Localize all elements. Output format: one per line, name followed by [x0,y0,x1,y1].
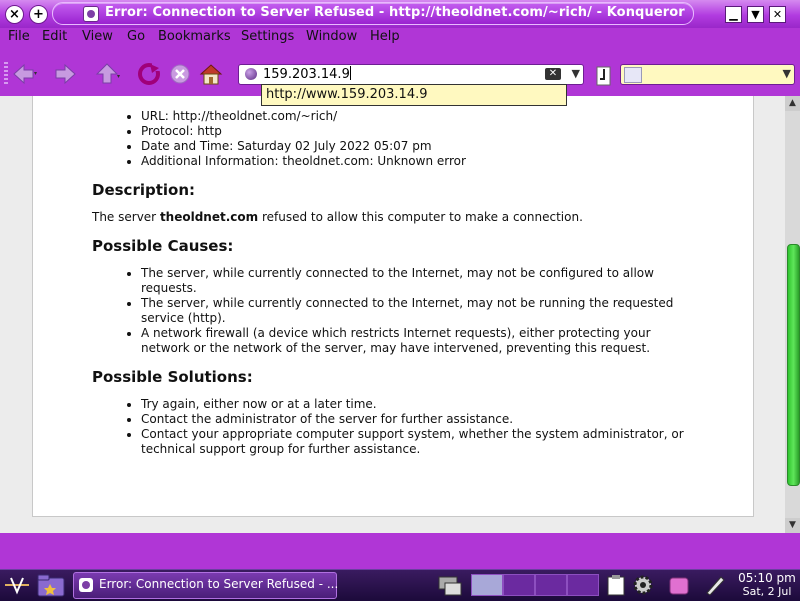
solutions-list [121,397,701,457]
menu-file[interactable]: File [8,29,30,44]
url-input[interactable] [263,66,351,82]
taskbar [0,569,800,601]
maximize-button[interactable]: ▼ [747,6,764,23]
menu-help[interactable]: Help [370,29,400,44]
up-icon[interactable] [95,62,121,86]
scrollbar-thumb[interactable] [787,244,800,486]
details-list [121,109,701,169]
search-bar[interactable] [620,64,795,85]
clock[interactable] [736,571,798,598]
causes-heading: Possible Causes: [92,237,234,255]
content-area [0,96,800,533]
solutions-heading: Possible Solutions: [92,368,253,386]
search-engine-icon[interactable] [624,67,642,83]
pin-button[interactable]: + [29,5,48,24]
task-label: Error: Connection to Server Refused - ... [99,577,339,591]
solution-item: • Try again, either now or at a later time. [141,397,701,412]
menu-window[interactable]: Window [306,29,358,44]
server-name: theoldnet.com [159,210,259,224]
description-heading: Description: [92,181,196,199]
description-suffix: refused to allow this computer to make a connection. [258,210,583,224]
detail-protocol: • Protocol: http [141,124,701,139]
menu-edit[interactable]: Edit [42,29,68,44]
url-value: 159.203.14.9 [263,67,350,82]
error-page [32,96,754,517]
suggestion-text: http://www.159.203.14.9 [266,87,428,102]
toolbar-grip[interactable] [4,62,8,86]
back-icon[interactable] [11,62,37,86]
pager-desktop-1[interactable] [471,574,503,596]
konqueror-task-icon [79,578,93,592]
pencil-icon[interactable] [703,573,727,597]
clear-location-icon[interactable]: ✕ [545,68,561,80]
vertical-scrollbar[interactable] [785,96,800,533]
window-title: Error: Connection to Server Refused - http://theoldnet.com/~rich/ - Konqueror [105,5,685,20]
cause-item: • The server, while currently connected to the Internet, may not be running the requested service (http). [141,296,701,326]
location-bar[interactable] [238,64,584,85]
minimize-button[interactable]: ▁ [725,6,742,23]
gear-icon[interactable] [631,573,655,597]
solution-item: • Contact the administrator of the server for further assistance. [141,412,701,427]
text-cursor [350,66,351,80]
stop-icon[interactable] [167,62,193,86]
k-menu-icon[interactable] [3,574,31,596]
title-bar [0,0,800,28]
detail-datetime: • Date and Time: Saturday 02 July 2022 05:07 pm [141,139,701,154]
menu-bar [0,28,800,50]
status-bar [0,533,800,569]
reload-icon[interactable] [136,62,162,86]
pager-desktop-3[interactable] [535,574,567,596]
klipper-icon[interactable] [604,573,628,597]
title-pill [52,2,694,25]
search-dropdown[interactable]: ▼ [782,67,791,80]
pager-desktop-4[interactable] [567,574,599,596]
go-icon[interactable] [594,64,614,88]
scroll-up-button[interactable]: ▲ [785,96,800,111]
detail-info: • Additional Information: theoldnet.com: Unknown error [141,154,701,169]
menu-bookmarks[interactable]: Bookmarks [158,29,231,44]
close-button[interactable]: ✕ [769,6,786,23]
scroll-down-button[interactable]: ▼ [785,518,800,533]
url-suggestion[interactable] [261,84,567,106]
url-history-dropdown[interactable]: ▼ [571,67,580,80]
pager-desktop-2[interactable] [503,574,535,596]
globe-icon [245,68,257,80]
causes-list [121,266,701,356]
solution-item: • Contact your appropriate computer support system, whether the system administrator, or technical support group for further assistance. [141,427,701,457]
cause-item: • The server, while currently connected to the Internet, may not be configured to allow requests. [141,266,701,296]
description-text [92,210,583,224]
menu-view[interactable]: View [82,29,113,44]
clock-date: Sat, 2 Jul [742,585,792,598]
menu-settings[interactable]: Settings [241,29,295,44]
description-prefix: The server [92,210,160,224]
show-desktop-icon[interactable] [437,573,463,597]
menu-go[interactable]: Go [127,29,146,44]
home-icon[interactable] [198,62,224,86]
home-folder-icon[interactable] [36,572,66,598]
window-menu-button[interactable]: × [5,5,24,24]
detail-url: • URL: http://theoldnet.com/~rich/ [141,109,701,124]
network-icon[interactable] [667,573,691,597]
task-konqueror[interactable] [73,572,337,599]
forward-icon[interactable] [52,62,78,86]
clock-time: 05:10 pm [738,571,796,585]
konqueror-icon [83,6,99,22]
cause-item: • A network firewall (a device which restricts Internet requests), either protecting your network or the network of the server, may have intervened, preventing this request. [141,326,701,356]
